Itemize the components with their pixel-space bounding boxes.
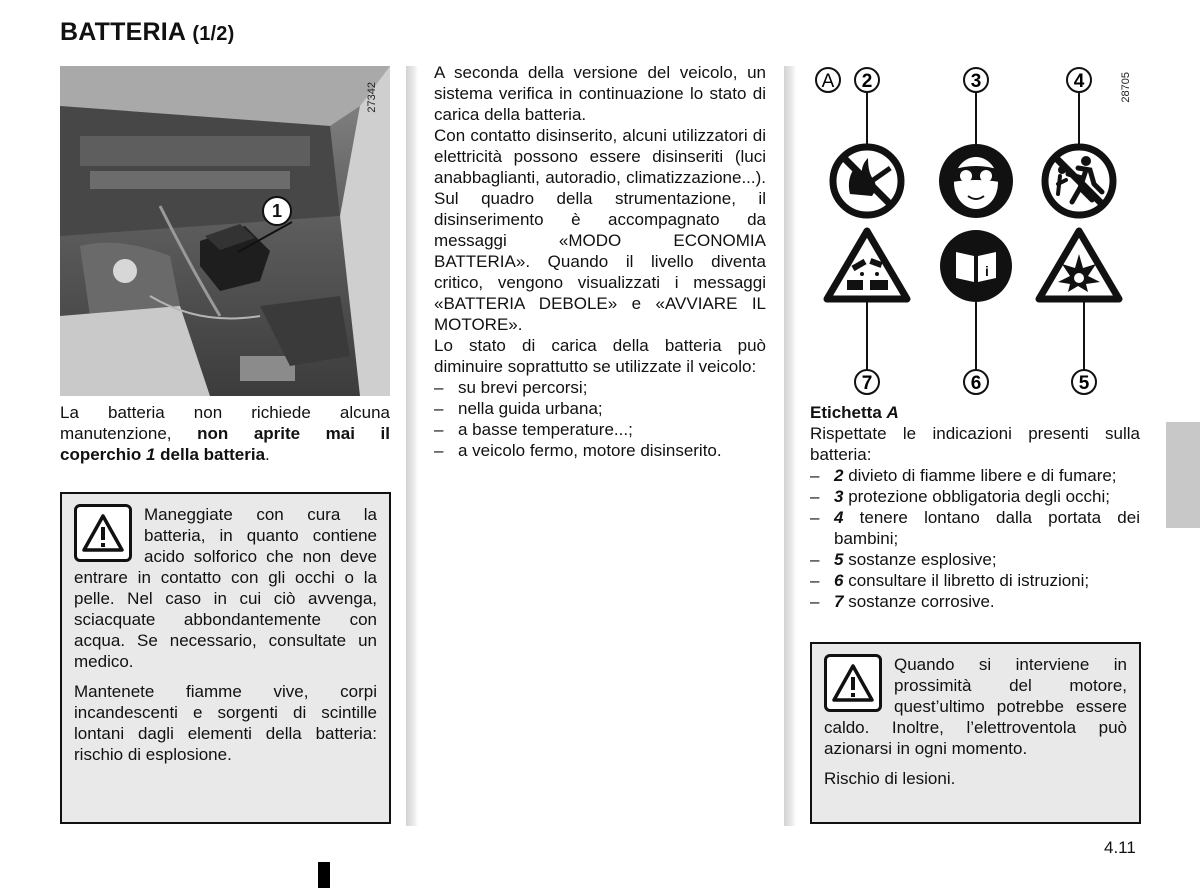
svg-text:3: 3 (970, 71, 982, 92)
legend-item-text: sostanze esplosive; (843, 550, 997, 569)
legend-item (810, 570, 1140, 591)
photo-reference-code: 27342 (366, 82, 378, 113)
maintenance-note-callout-ref: 1 (145, 445, 156, 464)
legend-item (810, 507, 1140, 549)
warning-text: Rischio di lesioni. (824, 769, 956, 788)
page-title-text: BATTERIA (60, 18, 186, 46)
paragraph: Lo stato di carica della batteria può diminuire soprattutto se utilizzate il veicolo: (434, 336, 766, 376)
legend-item-number: 4 (834, 508, 844, 527)
conditions-list (434, 377, 766, 461)
battery-label-illustration (810, 66, 1140, 396)
svg-text:A: A (821, 71, 835, 92)
keep-away-children-sign-icon (1045, 147, 1113, 215)
engine-bay-photo (60, 66, 390, 396)
legend-title-letter: A (886, 403, 899, 422)
sign-number-5 (1072, 370, 1096, 394)
eye-protection-sign-icon (939, 144, 1013, 218)
legend-item (810, 591, 1140, 612)
maintenance-note-end: . (265, 445, 270, 464)
read-manual-sign-icon (940, 230, 1012, 302)
svg-text:6: 6 (970, 373, 982, 394)
label-a-marker (816, 68, 840, 92)
warning-text: Mantenete fiamme vive, corpi incandescenti e sorgenti di scintille lontani dagli elementi della batteria: rischio di esplosione. (74, 682, 377, 764)
svg-text:2: 2 (861, 71, 873, 92)
legend-item (810, 549, 1140, 570)
warning-triangle-icon (824, 654, 882, 712)
column-separator (784, 66, 796, 826)
legend-title (810, 402, 1140, 423)
legend-item (810, 486, 1140, 507)
maintenance-note-bold-text-2: della batteria (155, 445, 266, 464)
list-item: – su brevi percorsi; (434, 377, 766, 398)
legend-list (810, 465, 1140, 612)
legend-item-text: divieto di fiamme libere e di fumare; (843, 466, 1117, 485)
legend-item-number: 5 (834, 550, 844, 569)
no-flames-sign-icon (833, 147, 901, 215)
paragraph: A seconda della versione del veicolo, un sistema verifica in continuazione lo stato di carica della batteria. (434, 63, 766, 124)
charge-monitoring-section (434, 62, 766, 461)
illustration-reference-code: 28705 (1120, 72, 1132, 103)
legend-item-text: tenere lontano dalla portata dei bambini; (834, 508, 1140, 548)
legend-item-number: 2 (834, 466, 844, 485)
svg-text:5: 5 (1078, 373, 1090, 394)
legend-item-number: 3 (834, 487, 844, 506)
legend-item-text: consultare il libretto di istruzioni; (843, 571, 1090, 590)
sign-number-7 (855, 370, 879, 394)
maintenance-note-text: La batteria non richiede alcuna manutenzione, (60, 403, 390, 443)
sign-number-6 (964, 370, 988, 394)
maintenance-note (60, 402, 390, 465)
page-title (60, 18, 234, 47)
page-number: 4.11 (1104, 838, 1136, 857)
legend-item-text: sostanze corrosive. (843, 592, 995, 611)
warning-text: Quando si interviene in prossimità del motore, quest’ultimo potrebbe essere caldo. Inoltre, l’elettroventola può azionarsi in ogni momento. (824, 655, 1127, 758)
list-item: – a basse temperature...; (434, 419, 766, 440)
corrosive-sign-icon (827, 231, 907, 299)
warning-triangle-icon (74, 504, 132, 562)
sign-number-3 (964, 68, 988, 92)
legend-intro: Rispettate le indicazioni presenti sulla batteria: (810, 424, 1140, 464)
list-item: – a veicolo fermo, motore disinserito. (434, 440, 766, 461)
paragraph: Con contatto disinserito, alcuni utilizzatori di elettricità possono essere disinseriti (luci anabbaglianti, autoradio, climatizzazione...). Sul quadro della strumentazione, il disinserimento è accompagnato da messaggi «MODO ECONOMIA BATTERIA». Quando il livello diventa critico, vengono visualizzati i messaggi «BATTERIA DEBOLE» e «AVVIARE IL MOTORE». (434, 126, 766, 334)
page-edge-marker (318, 862, 330, 888)
sign-number-2 (855, 68, 879, 92)
legend-item-number: 7 (834, 592, 844, 611)
legend-item-number: 6 (834, 571, 844, 590)
list-item: – nella guida urbana; (434, 398, 766, 419)
legend-title-text: Etichetta (810, 403, 887, 422)
svg-text:i: i (985, 263, 989, 279)
page-title-suffix: (1/2) (192, 23, 235, 45)
legend-item (810, 465, 1140, 486)
explosive-sign-icon (1039, 231, 1119, 299)
legend-item-text: protezione obbligatoria degli occhi; (843, 487, 1110, 506)
warning-box-battery-acid (60, 492, 391, 824)
callout-1: 1 (262, 196, 292, 226)
column-separator (406, 66, 418, 826)
label-a-legend (810, 402, 1140, 612)
maintenance-note-bold-text: non aprite mai il coperchio (60, 424, 390, 464)
warning-box-engine-hot (810, 642, 1141, 824)
svg-text:4: 4 (1073, 71, 1085, 92)
sign-number-4 (1067, 68, 1091, 92)
chapter-tab (1166, 422, 1200, 528)
warning-text: Maneggiate con cura la batteria, in quanto contiene acido solforico che non deve entrare in contatto con gli occhi o la pelle. Nel caso in cui ciò avvenga, sciacquate abbondantemente con acqua. Se necessario, consultate un medico. (74, 505, 377, 671)
svg-text:7: 7 (861, 373, 873, 394)
